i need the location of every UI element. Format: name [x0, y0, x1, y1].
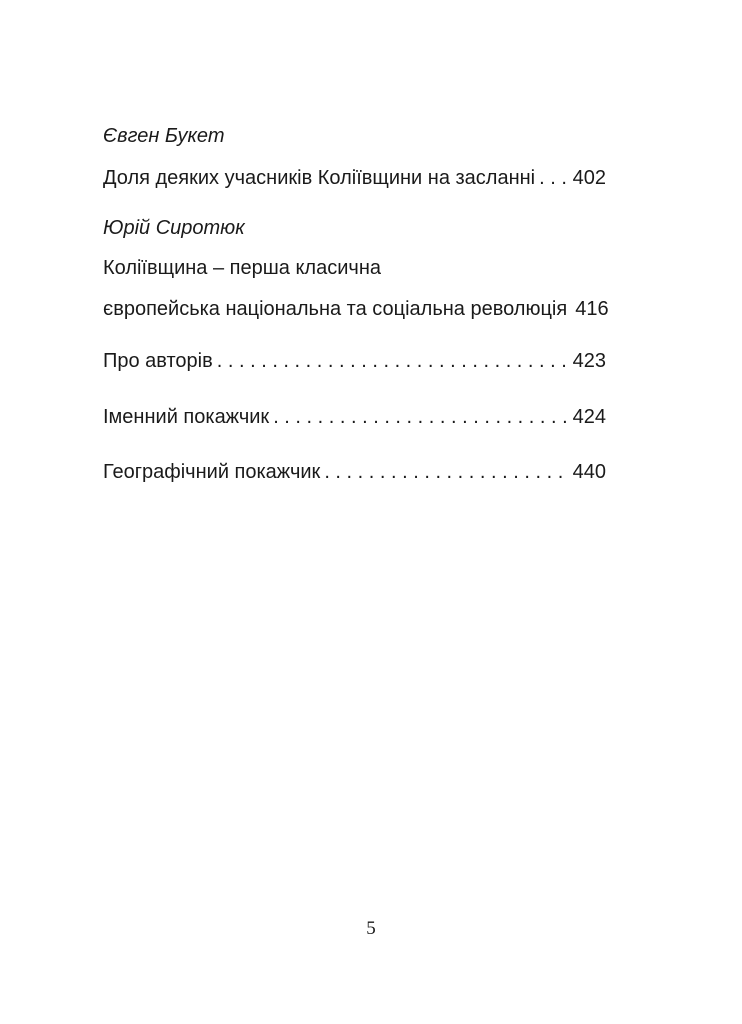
dot-leader [217, 349, 569, 373]
toc-entry-name-index [103, 405, 606, 429]
toc-page-number: 440 [572, 461, 606, 483]
page-number: 5 [366, 918, 376, 939]
toc-title: Іменний покажчик [103, 406, 270, 428]
toc-entry-geographic-index [103, 460, 606, 484]
toc-page-number: 402 [572, 167, 606, 189]
toc-title: Географічний покажчик [103, 461, 321, 483]
toc-line [103, 166, 606, 190]
toc-page-number: 423 [572, 350, 606, 372]
toc-author: Юрій Сиротюк [103, 217, 245, 239]
toc-title: Про авторів [103, 350, 213, 372]
toc-title: європейська національна та соціальна революція [103, 298, 568, 320]
toc-entry-about-authors [103, 349, 606, 373]
dot-leader [273, 405, 568, 429]
toc-title-line: Коліївщина – перша класична [103, 257, 381, 279]
toc-page-number: 416 [575, 298, 609, 320]
toc-author: Євген Букет [103, 125, 225, 147]
dot-leader [539, 166, 569, 190]
toc-entry-buket [103, 124, 606, 190]
dot-leader [324, 460, 568, 484]
toc-line [103, 297, 609, 321]
toc-page-number: 424 [572, 406, 606, 428]
toc-entry-syrotiuk [103, 216, 609, 321]
toc-title: Доля деяких учасників Коліївщини на засланні [103, 167, 536, 189]
